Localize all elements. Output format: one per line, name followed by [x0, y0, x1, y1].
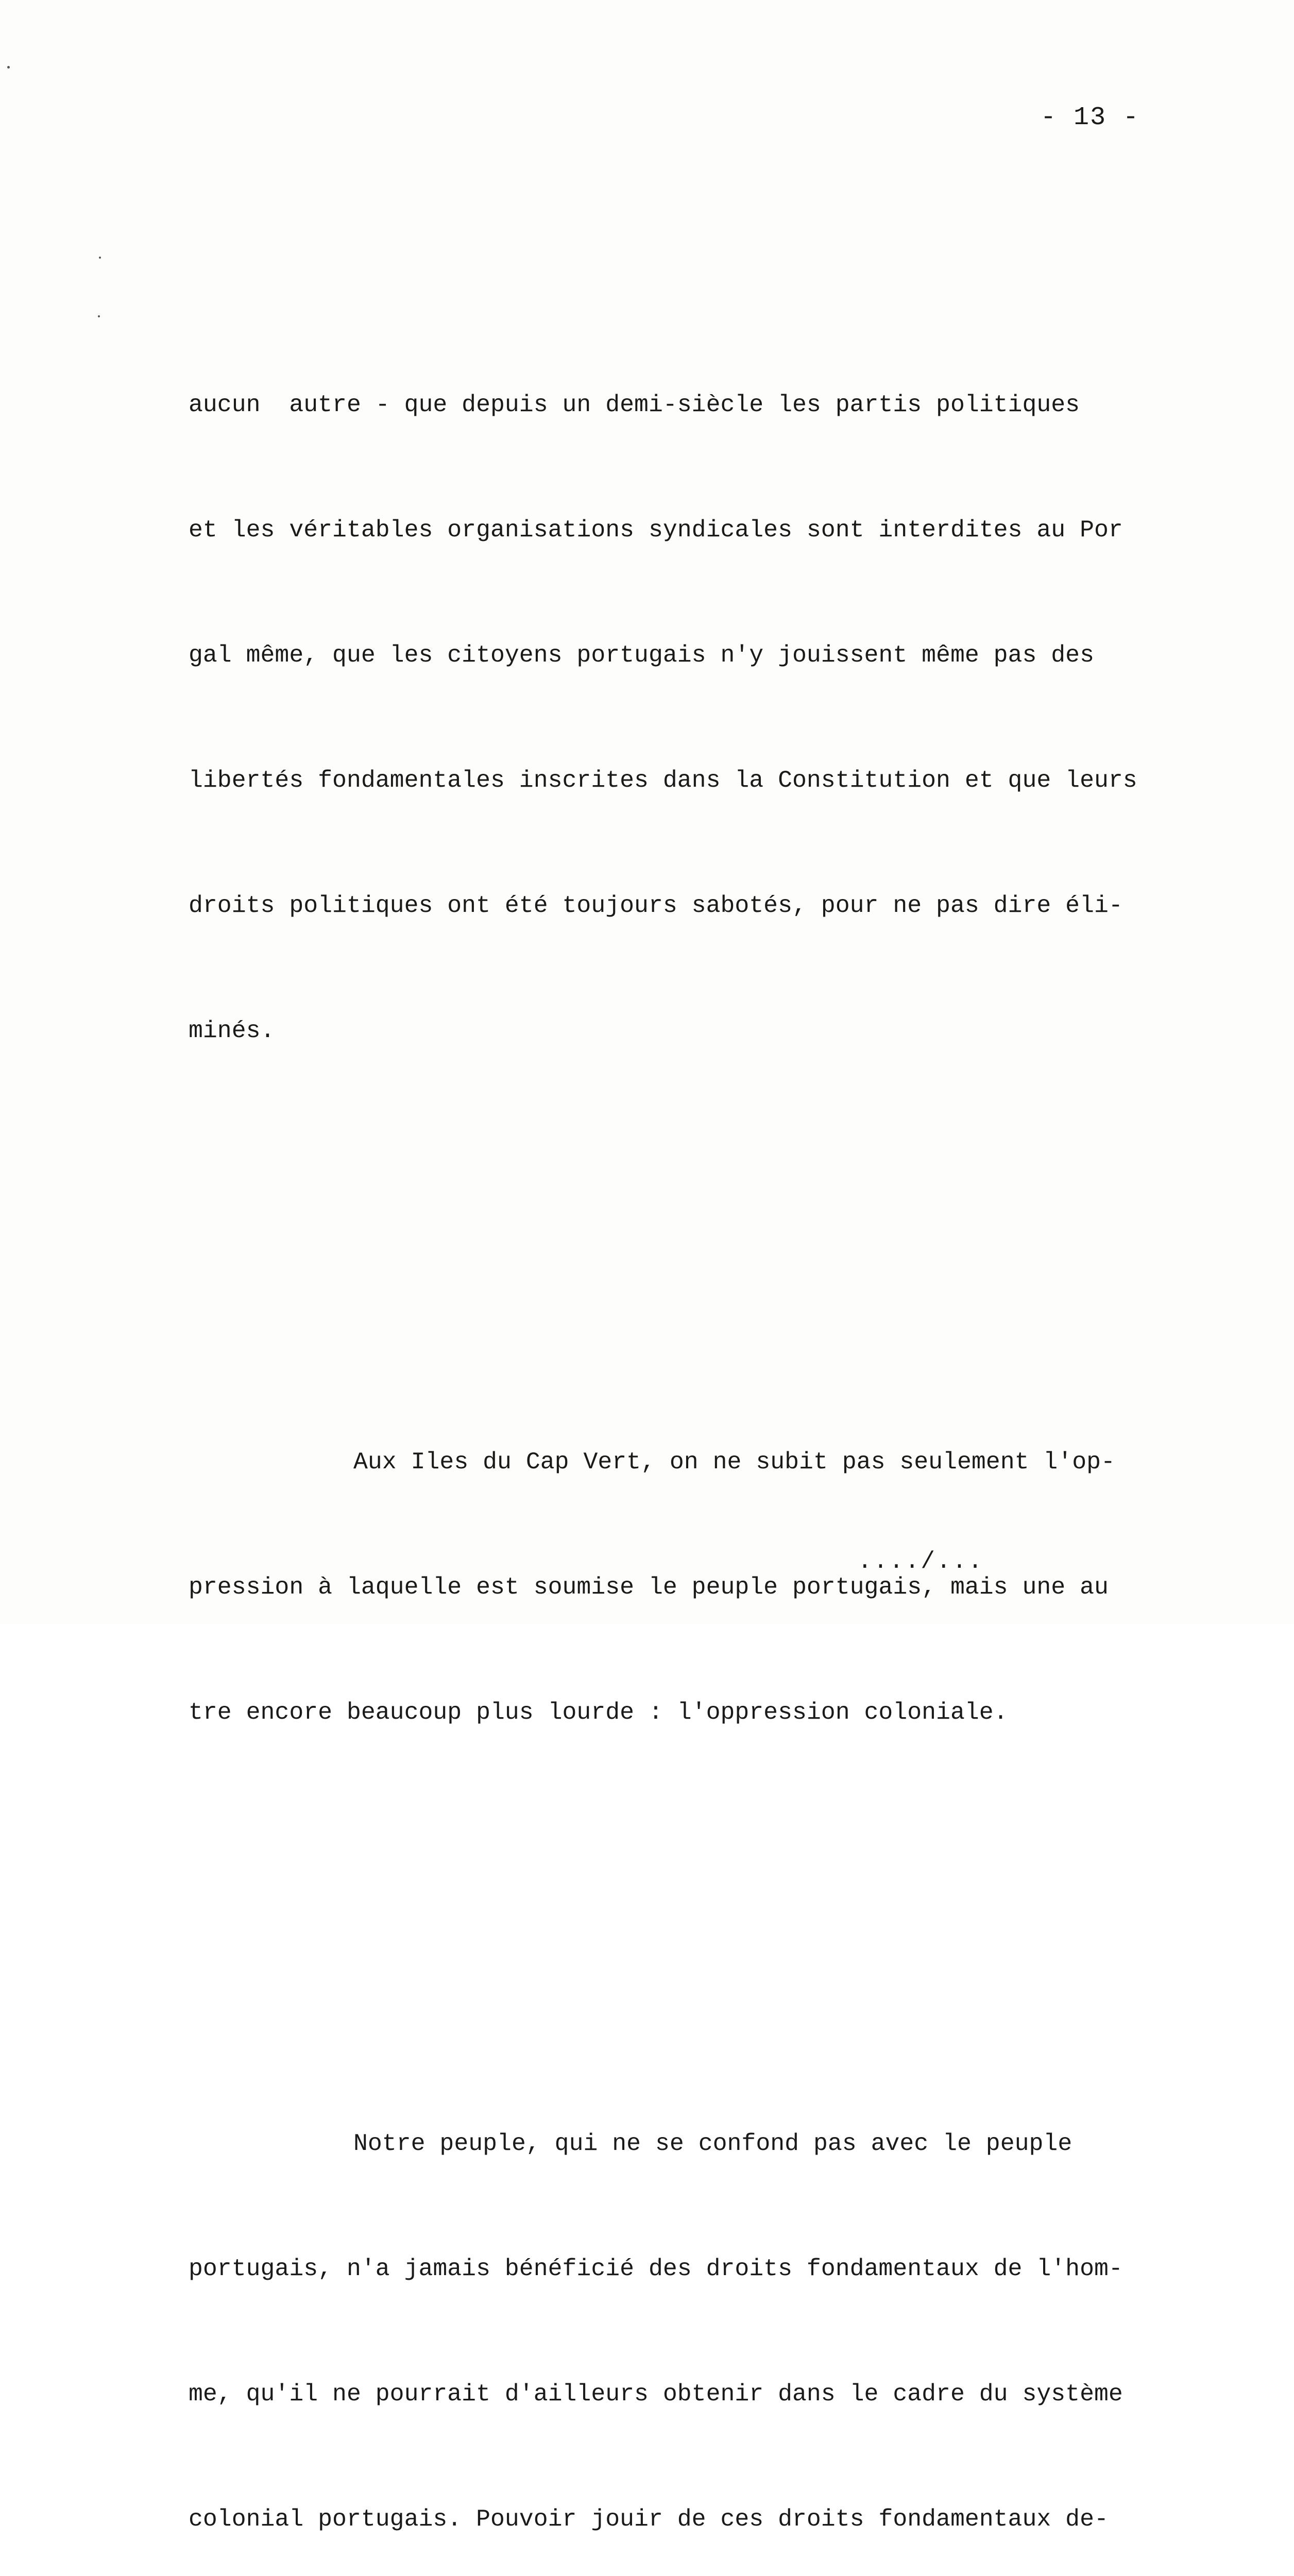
text-line: colonial portugais. Pouvoir jouir de ces droits fondamentaux de-: [189, 2505, 1109, 2533]
text-line: libertés fondamentales inscrites dans la Constitution et que leurs: [189, 767, 1137, 794]
paragraph: [189, 1358, 1214, 1817]
text-line: aucun autre - que depuis un demi-siècle les partis politiques: [189, 391, 1080, 418]
paragraph: [189, 2039, 1214, 2576]
continuation-mark: ..../...: [858, 1548, 984, 1575]
scan-speck: [7, 66, 10, 69]
text-line: tre encore beaucoup plus lourde : l'oppression coloniale.: [189, 1699, 1008, 1726]
scan-speck: [98, 315, 100, 317]
text-line: portugais, n'a jamais bénéficié des droits fondamentaux de l'hom-: [189, 2255, 1123, 2282]
page-number: - 13 -: [1041, 103, 1140, 132]
text-line: Aux Iles du Cap Vert, on ne subit pas seulement l'op-: [353, 1448, 1115, 1476]
text-line: gal même, que les citoyens portugais n'y jouissent même pas des: [189, 641, 1094, 669]
paragraph-gap: [189, 1900, 1214, 1914]
document-body: [189, 175, 1214, 2576]
text-line: et les véritables organisations syndicales sont interdites au Por: [189, 516, 1123, 544]
text-line: droits politiques ont été toujours sabotés, pour ne pas dire éli-: [189, 892, 1123, 919]
text-line: minés.: [189, 1017, 275, 1044]
text-line: pression à laquelle est soumise le peuple portugais, mais une au: [189, 1573, 1109, 1601]
paragraph-gap: [189, 1218, 1214, 1232]
paragraph: [189, 300, 1214, 1135]
text-line: me, qu'il ne pourrait d'ailleurs obtenir dans le cadre du système: [189, 2380, 1123, 2408]
scan-speck: [99, 257, 101, 259]
text-line: Notre peuple, qui ne se confond pas avec le peuple: [353, 2130, 1072, 2157]
